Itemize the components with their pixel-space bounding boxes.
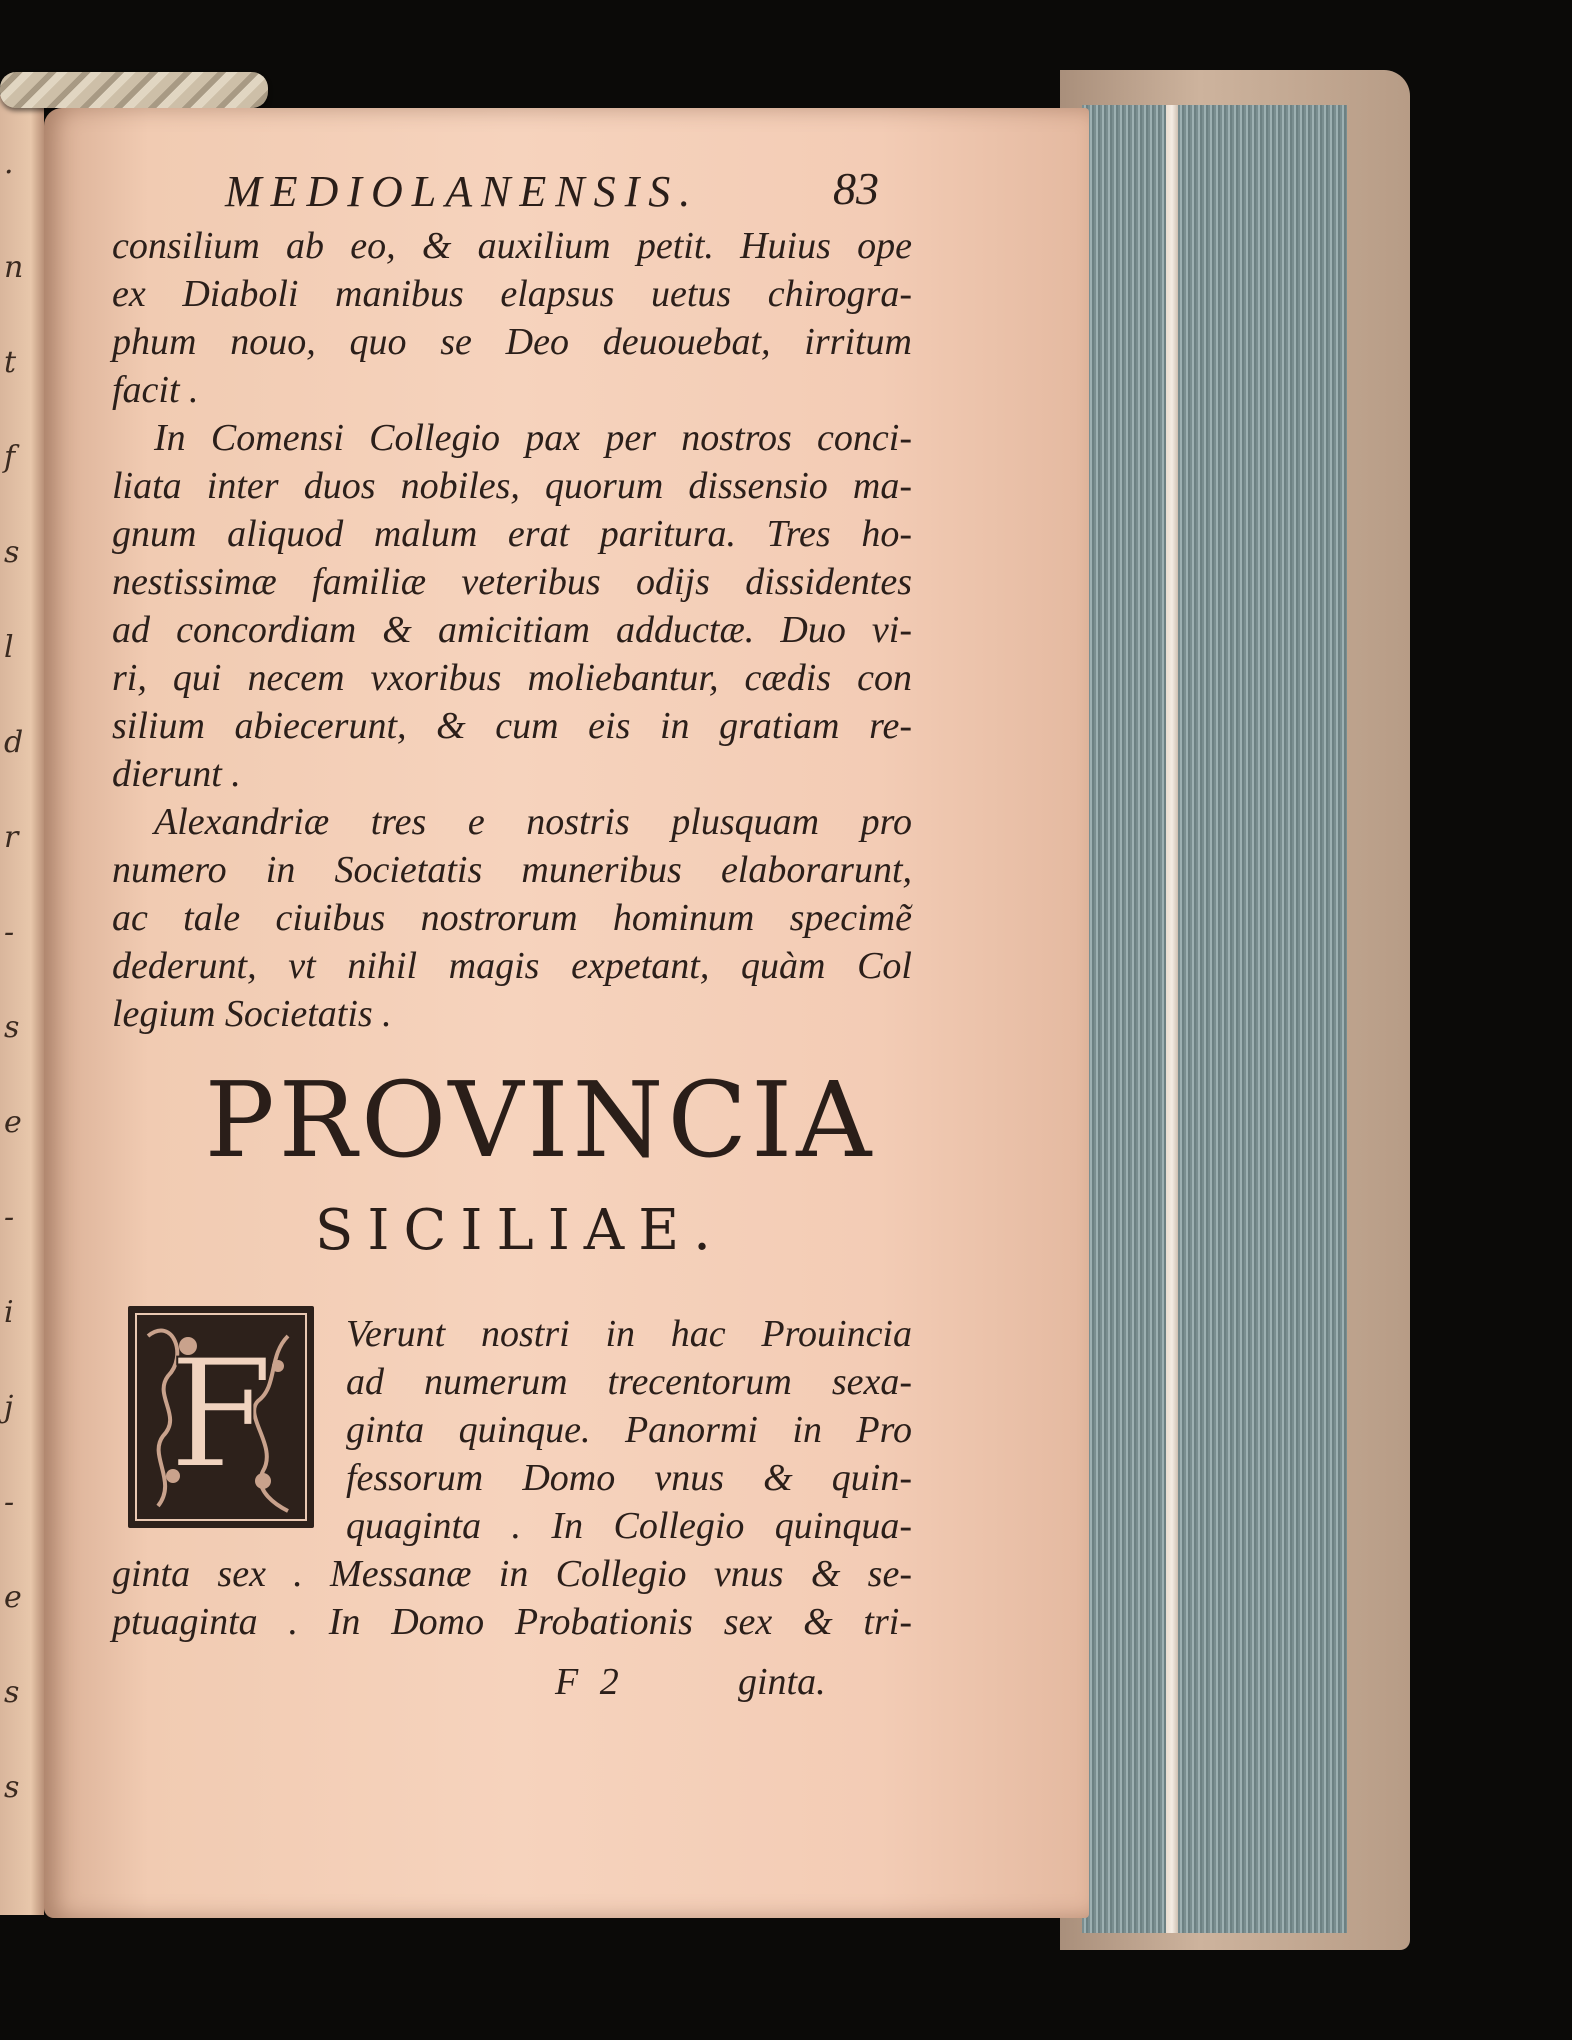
text-line: ad concordiam & amicitiam adductæ. Duo vi- <box>112 609 912 651</box>
left-page-fragment: n <box>4 250 24 285</box>
left-page-fragment: - <box>4 1485 15 1520</box>
text-line: silium abiecerunt, & cum eis in gratiam re- <box>112 705 912 747</box>
text-line: ginta quinque. Panormi in Pro <box>346 1409 912 1451</box>
left-page-fragment: f <box>4 440 16 475</box>
text-line: nestissimæ familiæ veteribus odijs dissidentes <box>112 561 912 603</box>
text-line: facit . <box>112 369 199 411</box>
binding-cord <box>0 72 268 108</box>
left-page-fragment: d <box>4 725 24 760</box>
left-page-fragment: s <box>4 1010 20 1045</box>
section-subheading: SICILIAE. <box>315 1198 725 1263</box>
left-page-fragments <box>0 95 40 1915</box>
left-page-fragment: r <box>4 820 19 855</box>
paragraph-2 <box>112 414 912 798</box>
decorated-initial <box>128 1306 314 1528</box>
text-line: gnum aliquod malum erat paritura. Tres ho- <box>112 513 912 555</box>
left-page-fragment: · <box>4 155 14 190</box>
body-text-upper <box>112 222 912 1038</box>
left-page-fragment: i <box>4 1295 14 1330</box>
text-line: In Comensi Collegio pax per nostros conci- <box>154 417 912 459</box>
page-number: 83 <box>833 163 879 214</box>
text-line: legium Societatis . <box>112 993 392 1035</box>
text-line: dierunt . <box>112 753 241 795</box>
running-head: MEDIOLANENSIS. <box>225 167 700 216</box>
page-edges <box>1082 105 1347 1933</box>
ornament-icon <box>128 1306 314 1528</box>
text-line: Alexandriæ tres e nostris plusquam pro <box>154 801 912 843</box>
text-line: fessorum Domo vnus & quin- <box>346 1457 912 1499</box>
paragraph-4-continued <box>112 1550 912 1646</box>
left-page-fragment: e <box>4 1580 22 1615</box>
paragraph-1 <box>112 222 912 414</box>
left-page-fragment: s <box>4 1675 20 1710</box>
svg-text:F: F <box>168 1328 274 1502</box>
text-line: ri, qui necem vxoribus moliebantur, cædis con <box>112 657 912 699</box>
text-line: phum nouo, quo se Deo deuouebat, irritum <box>112 321 912 363</box>
left-page-fragment: s <box>4 1770 20 1805</box>
left-page-fragment: - <box>4 915 15 950</box>
signature-mark: F 2 <box>555 1661 625 1703</box>
page-edge-gap <box>1166 105 1178 1933</box>
left-page-fragment: - <box>4 1200 15 1235</box>
text-line: dederunt, vt nihil magis expetant, quàm Col <box>112 945 912 987</box>
text-line: ex Diaboli manibus elapsus uetus chirogra- <box>112 273 912 315</box>
text-line: numero in Societatis muneribus elaborarunt, <box>112 849 912 891</box>
left-page-edge <box>0 95 44 1915</box>
left-page-fragment: l <box>4 630 14 665</box>
text-line: ginta sex . Messanæ in Collegio vnus & se- <box>112 1553 912 1595</box>
left-page-fragment: t <box>4 345 17 380</box>
text-line: consilium ab eo, & auxilium petit. Huius ope <box>112 225 912 267</box>
text-line: ad numerum trecentorum sexa- <box>346 1361 912 1403</box>
text-line: quaginta . In Collegio quinqua- <box>346 1505 912 1547</box>
section-heading: PROVINCIA <box>204 1059 876 1181</box>
paragraph-3 <box>112 798 912 1038</box>
left-page-fragment: j <box>4 1390 14 1425</box>
left-page-fragment: e <box>4 1105 22 1140</box>
text-line: Verunt nostri in hac Prouincia <box>346 1313 912 1355</box>
paragraph-4-beside-initial <box>346 1310 912 1550</box>
left-page-fragment: s <box>4 535 20 570</box>
text-line: ac tale ciuibus nostrorum hominum specimẽ <box>112 897 912 939</box>
catchword: ginta. <box>738 1661 826 1703</box>
text-line: liata inter duos nobiles, quorum dissensio ma- <box>112 465 912 507</box>
text-line: ptuaginta . In Domo Probationis sex & tri- <box>112 1601 912 1643</box>
